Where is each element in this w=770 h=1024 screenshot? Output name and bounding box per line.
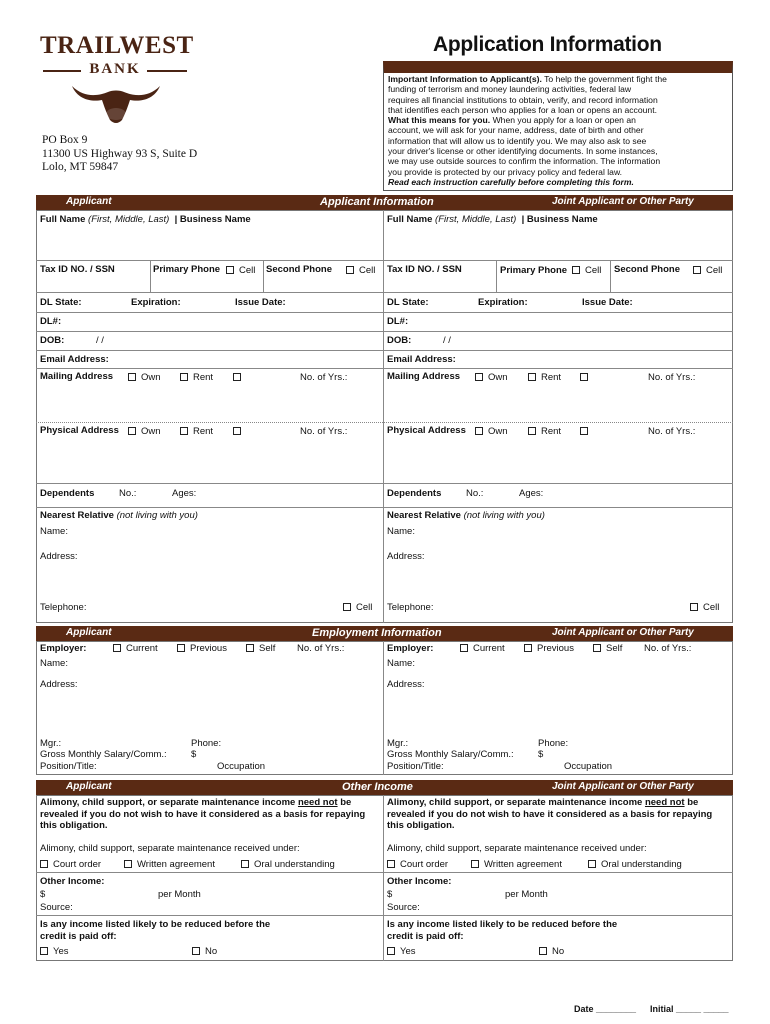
bar-joint: Joint Applicant or Other Party	[552, 196, 694, 207]
dependents-field[interactable]: Dependents	[40, 488, 95, 499]
court-order-checkbox[interactable]: Court order	[387, 859, 448, 870]
previous-checkbox[interactable]: Previous	[524, 643, 574, 654]
checkbox-icon	[180, 373, 188, 381]
dependents-ages[interactable]: Ages:	[519, 488, 544, 499]
bar-applicant: Applicant	[66, 196, 112, 207]
checkbox-icon	[690, 603, 698, 611]
income-source-field[interactable]: Source:	[40, 902, 73, 913]
bar-joint: Joint Applicant or Other Party	[552, 627, 694, 638]
bar-applicant: Applicant	[66, 781, 112, 792]
checkbox-icon	[128, 373, 136, 381]
notice-instruction: Read each instruction carefully before completing this form.	[388, 176, 634, 187]
address-line: Lolo, MT 59847	[42, 161, 119, 173]
bar-section-title: Employment Information	[312, 627, 442, 639]
employer-address-field[interactable]: Address:	[40, 679, 78, 690]
own-checkbox[interactable]: Own	[475, 372, 508, 383]
checkbox-icon	[128, 427, 136, 435]
checkbox-icon	[460, 644, 468, 652]
relative-address-field[interactable]: Address:	[40, 551, 78, 562]
checkbox-icon	[346, 266, 354, 274]
initial-field[interactable]: Initial _____ _____	[650, 1004, 729, 1014]
self-checkbox[interactable]: Self	[593, 643, 622, 654]
relative-name-field[interactable]: Name:	[387, 526, 415, 537]
employer-name-field[interactable]: Name:	[40, 658, 68, 669]
years-field[interactable]: No. of Yrs.:	[644, 643, 692, 654]
other-income-label: Other Income:	[387, 876, 452, 887]
income-dollar: $	[387, 889, 393, 900]
manager-field[interactable]: Mgr.:	[387, 738, 409, 749]
checkbox-icon	[528, 373, 536, 381]
years-field[interactable]: No. of Yrs.:	[300, 372, 348, 383]
own-checkbox[interactable]: Own	[128, 372, 161, 383]
notice-heading: Important Information to Applicant(s).	[388, 74, 542, 84]
checkbox-icon	[539, 947, 547, 955]
bank-address	[42, 134, 197, 175]
written-agreement-checkbox[interactable]: Written agreement	[124, 859, 215, 870]
years-field[interactable]: No. of Yrs.:	[648, 426, 696, 437]
relative-telephone-field[interactable]: Telephone:	[40, 602, 87, 613]
occupation-field[interactable]: Occupation	[564, 761, 613, 772]
joint-issue-date-field[interactable]: Issue Date:	[582, 297, 633, 308]
dl-state-field[interactable]: DL State:	[40, 297, 82, 308]
alimony-notice: Alimony, child support, or separate maintenance income need not be revealed if you do not wish to have it considered as a basis for repaying this obligation.	[387, 797, 713, 831]
other-checkbox[interactable]	[233, 372, 246, 383]
issue-date-field[interactable]: Issue Date:	[235, 297, 286, 308]
checkbox-icon	[177, 644, 185, 652]
current-checkbox[interactable]: Current	[113, 643, 158, 654]
full-name-field[interactable]: Full Name (First, Middle, Last) | Business Name	[40, 214, 251, 225]
tax-id-field[interactable]: Tax ID NO. / SSN	[40, 264, 115, 275]
alimony-notice: Alimony, child support, or separate maintenance income need not be revealed if you do not wish to have it considered as a basis for repaying this obligation.	[40, 797, 366, 831]
checkbox-icon	[192, 947, 200, 955]
own-checkbox[interactable]: Own	[128, 426, 161, 437]
dob-separator: / /	[96, 335, 104, 346]
rent-checkbox[interactable]: Rent	[180, 372, 213, 383]
salary-field[interactable]: Gross Monthly Salary/Comm.:	[40, 749, 167, 760]
logo-rule-right	[147, 70, 187, 72]
years-field[interactable]: No. of Yrs.:	[648, 372, 696, 383]
written-agreement-checkbox[interactable]: Written agreement	[471, 859, 562, 870]
joint-dl-state-field[interactable]: DL State:	[387, 297, 429, 308]
dob-field[interactable]: DOB:	[40, 335, 65, 346]
other-checkbox[interactable]	[580, 426, 593, 437]
checkbox-icon	[471, 860, 479, 868]
checkbox-icon	[40, 947, 48, 955]
joint-dob-field[interactable]: DOB:	[387, 335, 412, 346]
section-bar-applicant-info	[36, 195, 733, 210]
cell-checkbox[interactable]: Cell	[690, 602, 719, 613]
bank-logo	[40, 30, 194, 130]
employer-address-field[interactable]: Address:	[387, 679, 425, 690]
section-bar-employment	[36, 626, 733, 641]
yes-checkbox[interactable]: Yes	[387, 946, 416, 957]
other-income-label: Other Income:	[40, 876, 105, 887]
date-field[interactable]: Date ________	[574, 1004, 637, 1014]
checkbox-icon	[241, 860, 249, 868]
logo-name: TRAILWEST	[40, 32, 194, 59]
dependents-number[interactable]: No.:	[119, 488, 137, 499]
dob-separator: / /	[443, 335, 451, 346]
checkbox-icon	[572, 266, 580, 274]
checkbox-icon	[693, 266, 701, 274]
salary-field[interactable]: Gross Monthly Salary/Comm.:	[387, 749, 514, 760]
checkbox-icon	[113, 644, 121, 652]
checkbox-icon	[580, 427, 588, 435]
bar-section-title: Applicant Information	[320, 196, 434, 208]
checkbox-icon	[246, 644, 254, 652]
income-reduced-question: Is any income listed likely to be reduced before the credit is paid off:	[387, 919, 618, 942]
dependents-ages[interactable]: Ages:	[172, 488, 197, 499]
notice-subheading: What this means for you.	[388, 115, 491, 126]
income-reduced-question: Is any income listed likely to be reduced before the credit is paid off:	[40, 919, 271, 942]
notice-text: we may use outside sources to confirm the information. The information	[388, 156, 661, 167]
checkbox-icon	[593, 644, 601, 652]
cell-checkbox[interactable]: Cell	[343, 602, 372, 613]
mailing-address-field[interactable]: Mailing Address	[40, 371, 114, 382]
dependents-number[interactable]: No.:	[466, 488, 484, 499]
joint-mailing-address-field[interactable]: Mailing Address	[387, 371, 461, 382]
notice-text: funding of terrorism and money laundering activities, federal law	[388, 84, 632, 95]
rent-checkbox[interactable]: Rent	[528, 426, 561, 437]
income-source-field[interactable]: Source:	[387, 902, 420, 913]
checkbox-icon	[524, 644, 532, 652]
notice-box	[383, 61, 733, 191]
own-checkbox[interactable]: Own	[475, 426, 508, 437]
previous-checkbox[interactable]: Previous	[177, 643, 227, 654]
checkbox-icon	[475, 427, 483, 435]
joint-primary-phone-field[interactable]: Primary Phone	[500, 265, 568, 276]
checkbox-icon	[588, 860, 596, 868]
joint-dl-number-field[interactable]: DL#:	[387, 316, 409, 327]
court-order-checkbox[interactable]: Court order	[40, 859, 101, 870]
years-field[interactable]: No. of Yrs.:	[300, 426, 348, 437]
joint-second-phone-field[interactable]: Second Phone	[614, 264, 680, 275]
dl-number-field[interactable]: DL#:	[40, 316, 62, 327]
notice-text: account, we will ask for your name, address, date of birth and other	[388, 125, 644, 136]
per-month-field[interactable]: per Month	[505, 889, 548, 900]
yes-checkbox[interactable]: Yes	[40, 946, 69, 957]
salary-dollar: $	[538, 749, 544, 760]
cell-checkbox[interactable]: Cell	[346, 265, 375, 276]
rent-checkbox[interactable]: Rent	[528, 372, 561, 383]
no-checkbox[interactable]: No	[539, 946, 564, 957]
joint-physical-address-field[interactable]: Physical Address	[387, 425, 466, 436]
cell-checkbox[interactable]: Cell	[226, 265, 255, 276]
joint-dependents-field[interactable]: Dependents	[387, 488, 442, 499]
email-field[interactable]: Email Address:	[40, 354, 109, 365]
rent-checkbox[interactable]: Rent	[180, 426, 213, 437]
years-field[interactable]: No. of Yrs.:	[297, 643, 345, 654]
expiration-field[interactable]: Expiration:	[131, 297, 181, 308]
joint-employer-field[interactable]: Employer:	[387, 643, 434, 654]
salary-dollar: $	[191, 749, 197, 760]
employer-phone-field[interactable]: Phone:	[191, 738, 222, 749]
notice-text: requires all financial institutions to obtain, verify, and record information	[388, 94, 658, 105]
notice-text: To help the government fight the	[541, 74, 667, 84]
primary-phone-field[interactable]: Primary Phone	[153, 264, 221, 275]
position-field[interactable]: Position/Title:	[387, 761, 444, 772]
checkbox-icon	[528, 427, 536, 435]
no-checkbox[interactable]: No	[192, 946, 217, 957]
logo-bank: BANK	[89, 61, 141, 77]
cell-checkbox[interactable]: Cell	[572, 265, 601, 276]
nearest-relative-label: Nearest Relative (not living with you)	[40, 510, 198, 521]
notice-text: your driver's license or other identifying documents. In some instances,	[388, 146, 658, 157]
notice-text: you provide is protected by our privacy policy and federal law.	[388, 166, 623, 177]
employer-name-field[interactable]: Name:	[387, 658, 415, 669]
checkbox-icon	[387, 860, 395, 868]
bar-applicant: Applicant	[66, 627, 112, 638]
checkbox-icon	[580, 373, 588, 381]
column-divider	[383, 210, 384, 623]
physical-address-field[interactable]: Physical Address	[40, 425, 119, 436]
nearest-relative-label: Nearest Relative (not living with you)	[387, 510, 545, 521]
checkbox-icon	[180, 427, 188, 435]
income-dollar: $	[40, 889, 46, 900]
joint-tax-id-field[interactable]: Tax ID NO. / SSN	[387, 264, 462, 275]
address-line: 11300 US Highway 93 S, Suite D	[42, 147, 198, 160]
received-under-label: Alimony, child support, separate maintenance received under:	[387, 843, 647, 854]
page-title: Application Information	[433, 33, 662, 56]
joint-email-field[interactable]: Email Address:	[387, 354, 456, 365]
longhorn-icon	[70, 80, 162, 126]
notice-text: When you apply for a loan or open an	[490, 115, 636, 126]
received-under-label: Alimony, child support, separate maintenance received under:	[40, 843, 300, 854]
oral-understanding-checkbox[interactable]: Oral understanding	[588, 859, 682, 870]
employer-phone-field[interactable]: Phone:	[538, 738, 569, 749]
relative-telephone-field[interactable]: Telephone:	[387, 602, 434, 613]
relative-address-field[interactable]: Address:	[387, 551, 425, 562]
address-line: PO Box 9	[42, 134, 88, 146]
checkbox-icon	[226, 266, 234, 274]
checkbox-icon	[343, 603, 351, 611]
joint-expiration-field[interactable]: Expiration:	[478, 297, 528, 308]
checkbox-icon	[233, 373, 241, 381]
checkbox-icon	[40, 860, 48, 868]
section-bar-other-income	[36, 780, 733, 795]
manager-field[interactable]: Mgr.:	[40, 738, 62, 749]
cell-checkbox[interactable]: Cell	[693, 265, 722, 276]
notice-text: that identifies each person who applies for a loan or opens an account.	[388, 104, 657, 115]
second-phone-field[interactable]: Second Phone	[266, 264, 332, 275]
other-checkbox[interactable]	[233, 426, 246, 437]
per-month-field[interactable]: per Month	[158, 889, 201, 900]
position-field[interactable]: Position/Title:	[40, 761, 97, 772]
checkbox-icon	[124, 860, 132, 868]
bar-joint: Joint Applicant or Other Party	[552, 781, 694, 792]
employer-field[interactable]: Employer:	[40, 643, 87, 654]
joint-full-name-field[interactable]: Full Name (First, Middle, Last) | Business Name	[387, 214, 598, 225]
relative-name-field[interactable]: Name:	[40, 526, 68, 537]
checkbox-icon	[233, 427, 241, 435]
other-checkbox[interactable]	[580, 372, 593, 383]
checkbox-icon	[387, 947, 395, 955]
bar-section-title: Other Income	[342, 781, 413, 793]
checkbox-icon	[475, 373, 483, 381]
self-checkbox[interactable]: Self	[246, 643, 275, 654]
occupation-field[interactable]: Occupation	[217, 761, 266, 772]
oral-understanding-checkbox[interactable]: Oral understanding	[241, 859, 335, 870]
notice-text: information that will allow us to identify you. We may also ask to see	[388, 135, 647, 146]
current-checkbox[interactable]: Current	[460, 643, 505, 654]
